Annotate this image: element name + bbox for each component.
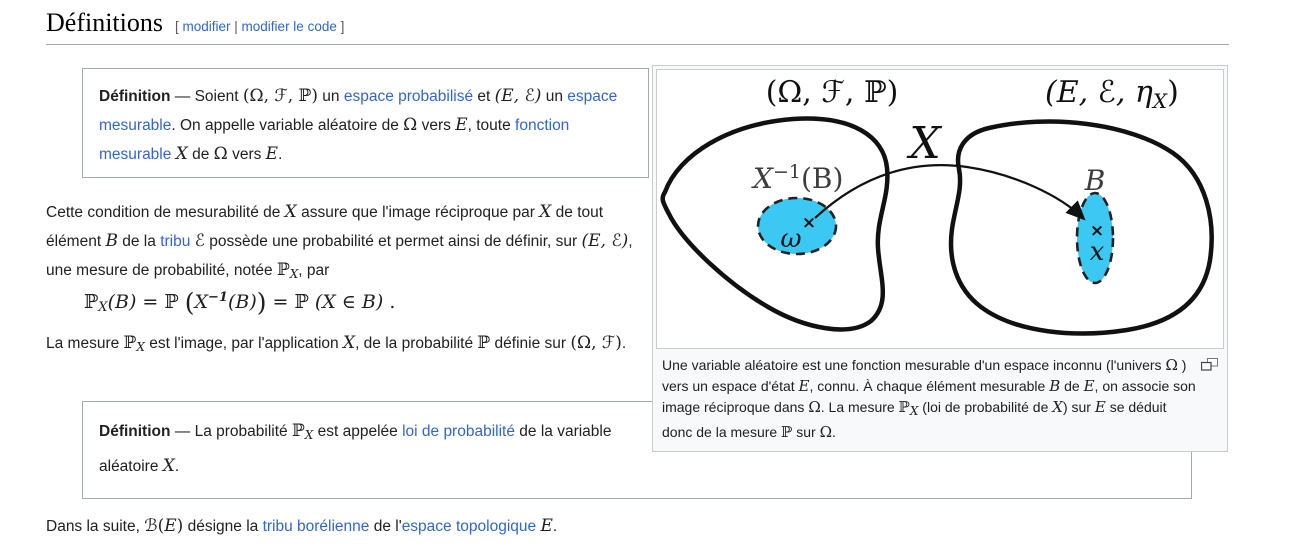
- text-run: — La probabilité: [170, 423, 292, 440]
- math-e: E: [455, 115, 468, 135]
- math-p-doublestruck: ℙ: [84, 291, 99, 313]
- text-run: se déduit donc de la mesure: [662, 399, 1167, 440]
- x-cross-mark: ×: [1089, 221, 1105, 241]
- math-eps: ℰ: [194, 231, 205, 251]
- paragraph-measurability: [46, 198, 658, 288]
- math-e-eps: (E, ℰ): [581, 231, 629, 251]
- math-e: E: [1083, 377, 1095, 395]
- link-tribu-borelienne[interactable]: tribu borélienne: [262, 518, 370, 535]
- math-b: B: [1049, 377, 1061, 395]
- omega-point-label: ω: [780, 224, 802, 254]
- math-p-doublestruck: ℙ: [164, 291, 185, 313]
- figure-image[interactable]: [656, 69, 1224, 349]
- text-run: vers: [227, 146, 266, 163]
- preimage-arg: (B): [800, 162, 844, 195]
- x-point-label: x: [1089, 237, 1105, 267]
- text-run: .: [552, 518, 558, 535]
- math-x: X: [162, 456, 175, 476]
- edit-link[interactable]: modifier: [182, 19, 231, 34]
- bracket-open: [: [175, 19, 183, 34]
- math-e-eps: (E, ℰ): [494, 86, 542, 106]
- math-sub-x: X: [289, 267, 299, 281]
- pipe-separator: |: [230, 19, 242, 34]
- math-omega-f-p: (Ω, ℱ, ℙ): [242, 86, 318, 106]
- math-p-doublestruck: ℙ: [294, 291, 315, 313]
- math-b: B: [105, 231, 118, 251]
- text-run: , on associe son image réciproque dans: [662, 378, 1196, 415]
- text-run: . On appelle variable aléatoire de: [171, 117, 404, 134]
- text-run: de la variable aléatoire: [99, 423, 612, 475]
- text-run: (loi de probabilité de: [918, 399, 1053, 415]
- math-x: X: [194, 291, 208, 313]
- edit-section: [175, 19, 344, 34]
- right-space-pre: (E, ℰ, η: [1045, 75, 1153, 110]
- big-paren-open: (: [184, 288, 195, 317]
- text-run: de tout élément: [46, 204, 604, 250]
- math-p-doublestruck: ℙ: [123, 333, 137, 353]
- edit-source-link[interactable]: modifier le code: [241, 19, 337, 34]
- figure-thumbnail[interactable]: [652, 65, 1228, 452]
- text-run: est l'image, par l'application: [144, 335, 343, 352]
- link-fonction-mesurable[interactable]: fonction mesurable: [99, 117, 570, 163]
- text-run: définie sur: [490, 335, 571, 352]
- math-paren-close: ): [176, 516, 184, 536]
- math-e: E: [164, 516, 177, 536]
- math-e: E: [265, 144, 279, 164]
- magnify-icon[interactable]: [1201, 358, 1218, 371]
- text-run: vers: [417, 117, 456, 134]
- map-arrow: [815, 165, 1084, 219]
- math-sub-x: X: [909, 404, 919, 418]
- link-loi-de-probabilite[interactable]: loi de probabilité: [402, 423, 515, 440]
- bracket-close: ]: [336, 19, 345, 34]
- math-sub-x: X: [136, 340, 145, 354]
- text-run: un: [541, 88, 568, 105]
- math-omega: Ω: [819, 423, 833, 441]
- period: .: [383, 291, 396, 313]
- math-p-doublestruck: ℙ: [477, 333, 491, 353]
- preimage-exponent: −1: [772, 161, 801, 183]
- math-e: E: [1094, 398, 1106, 416]
- text-run: , par: [298, 262, 330, 279]
- text-run: sur: [792, 424, 820, 440]
- page-title: Définitions: [46, 8, 163, 37]
- text-run: et: [473, 88, 495, 105]
- link-espace-topologique[interactable]: espace topologique: [401, 518, 537, 535]
- text-run: .: [832, 424, 836, 440]
- preimage-x: X: [753, 162, 773, 195]
- math-sup-inverse: −1: [207, 290, 228, 305]
- text-run: , connu. À chaque élément mesurable: [809, 378, 1050, 394]
- paragraph-borel: [46, 512, 946, 541]
- right-space-post: ): [1167, 75, 1179, 110]
- math-omega: Ω: [808, 398, 821, 416]
- text-run: de: [1060, 378, 1084, 394]
- math-script-b-open: ℬ(: [144, 516, 165, 536]
- text-run: ) vers un espace d'état: [662, 357, 1187, 394]
- text-run: de: [187, 146, 214, 163]
- math-x: X: [539, 202, 552, 222]
- math-p-doublestruck: ℙ: [781, 423, 793, 441]
- variable-aleatoire-diagram: [657, 70, 1223, 348]
- link-tribu[interactable]: tribu: [160, 233, 191, 250]
- definition-word: Définition: [99, 423, 171, 440]
- text-run: .: [621, 335, 627, 352]
- text-run: désigne la: [183, 518, 263, 535]
- text-run: . La mesure: [820, 399, 899, 415]
- math-x-in-b: (X ∈ B): [314, 291, 384, 313]
- section-heading: [46, 8, 1229, 45]
- text-run: ) sur: [1062, 399, 1095, 415]
- text-run: Dans la suite,: [46, 518, 145, 535]
- paragraph-image-measure: [46, 329, 646, 361]
- math-arg-b: (B): [227, 291, 257, 313]
- text-run: La mesure: [46, 335, 124, 352]
- math-omega-f: (Ω, ℱ): [570, 333, 622, 353]
- text-run: est appelée: [313, 423, 403, 440]
- omega-cross-mark: ×: [801, 213, 817, 233]
- equals: =: [266, 291, 295, 313]
- map-x-label: X: [909, 118, 941, 169]
- text-run: , une mesure de probabilité, notée: [46, 233, 633, 279]
- math-omega: Ω: [213, 144, 228, 164]
- definition-word: Définition: [99, 88, 171, 105]
- math-e: E: [540, 516, 553, 536]
- figure-caption: [656, 349, 1224, 448]
- text-run: de la: [117, 233, 161, 250]
- math-omega: Ω: [1165, 356, 1178, 374]
- math-arg-b: (B): [107, 291, 137, 313]
- definition-2-text: [99, 416, 647, 482]
- text-run: possède une probabilité et permet ainsi de définir, sur: [204, 233, 582, 250]
- math-p-doublestruck: ℙ: [291, 421, 305, 441]
- link-espace-mesurable[interactable]: espace mesurable: [99, 88, 618, 134]
- math-omega: Ω: [403, 115, 418, 135]
- definition-box-1: [82, 68, 649, 178]
- text-run: .: [174, 458, 180, 475]
- formula-law: [84, 290, 395, 315]
- right-space-sub: X: [1152, 89, 1168, 113]
- math-x: X: [1052, 398, 1063, 416]
- math-x: X: [342, 333, 356, 353]
- text-run: — Soient: [170, 88, 243, 105]
- text-run: , de la probabilité: [355, 335, 478, 352]
- math-x: X: [175, 144, 188, 164]
- big-paren-close: ): [256, 288, 267, 317]
- link-espace-probabilise[interactable]: espace probabilisé: [343, 88, 474, 105]
- text-run: un: [317, 88, 344, 105]
- right-space-label: [1045, 75, 1179, 113]
- preimage-label: [751, 161, 843, 195]
- set-b-label: B: [1084, 164, 1106, 197]
- math-sub-x: X: [98, 300, 108, 315]
- equals: =: [136, 291, 165, 313]
- text-run: .: [278, 146, 283, 163]
- math-p-doublestruck: ℙ: [898, 398, 910, 416]
- text-run: Une variable aléatoire est une fonction mesurable d'un espace inconnu (l'univers: [662, 357, 1166, 373]
- text-run: assure que l'image réciproque par: [296, 204, 540, 221]
- left-space-label: (Ω, ℱ, ℙ): [765, 75, 899, 110]
- math-p-doublestruck: ℙ: [276, 260, 290, 280]
- math-x: X: [284, 202, 297, 222]
- text-run: de l': [369, 518, 402, 535]
- math-sub-x: X: [304, 428, 314, 442]
- text-run: , toute: [467, 117, 516, 134]
- text-run: Cette condition de mesurabilité de: [46, 204, 285, 221]
- math-e: E: [798, 377, 810, 395]
